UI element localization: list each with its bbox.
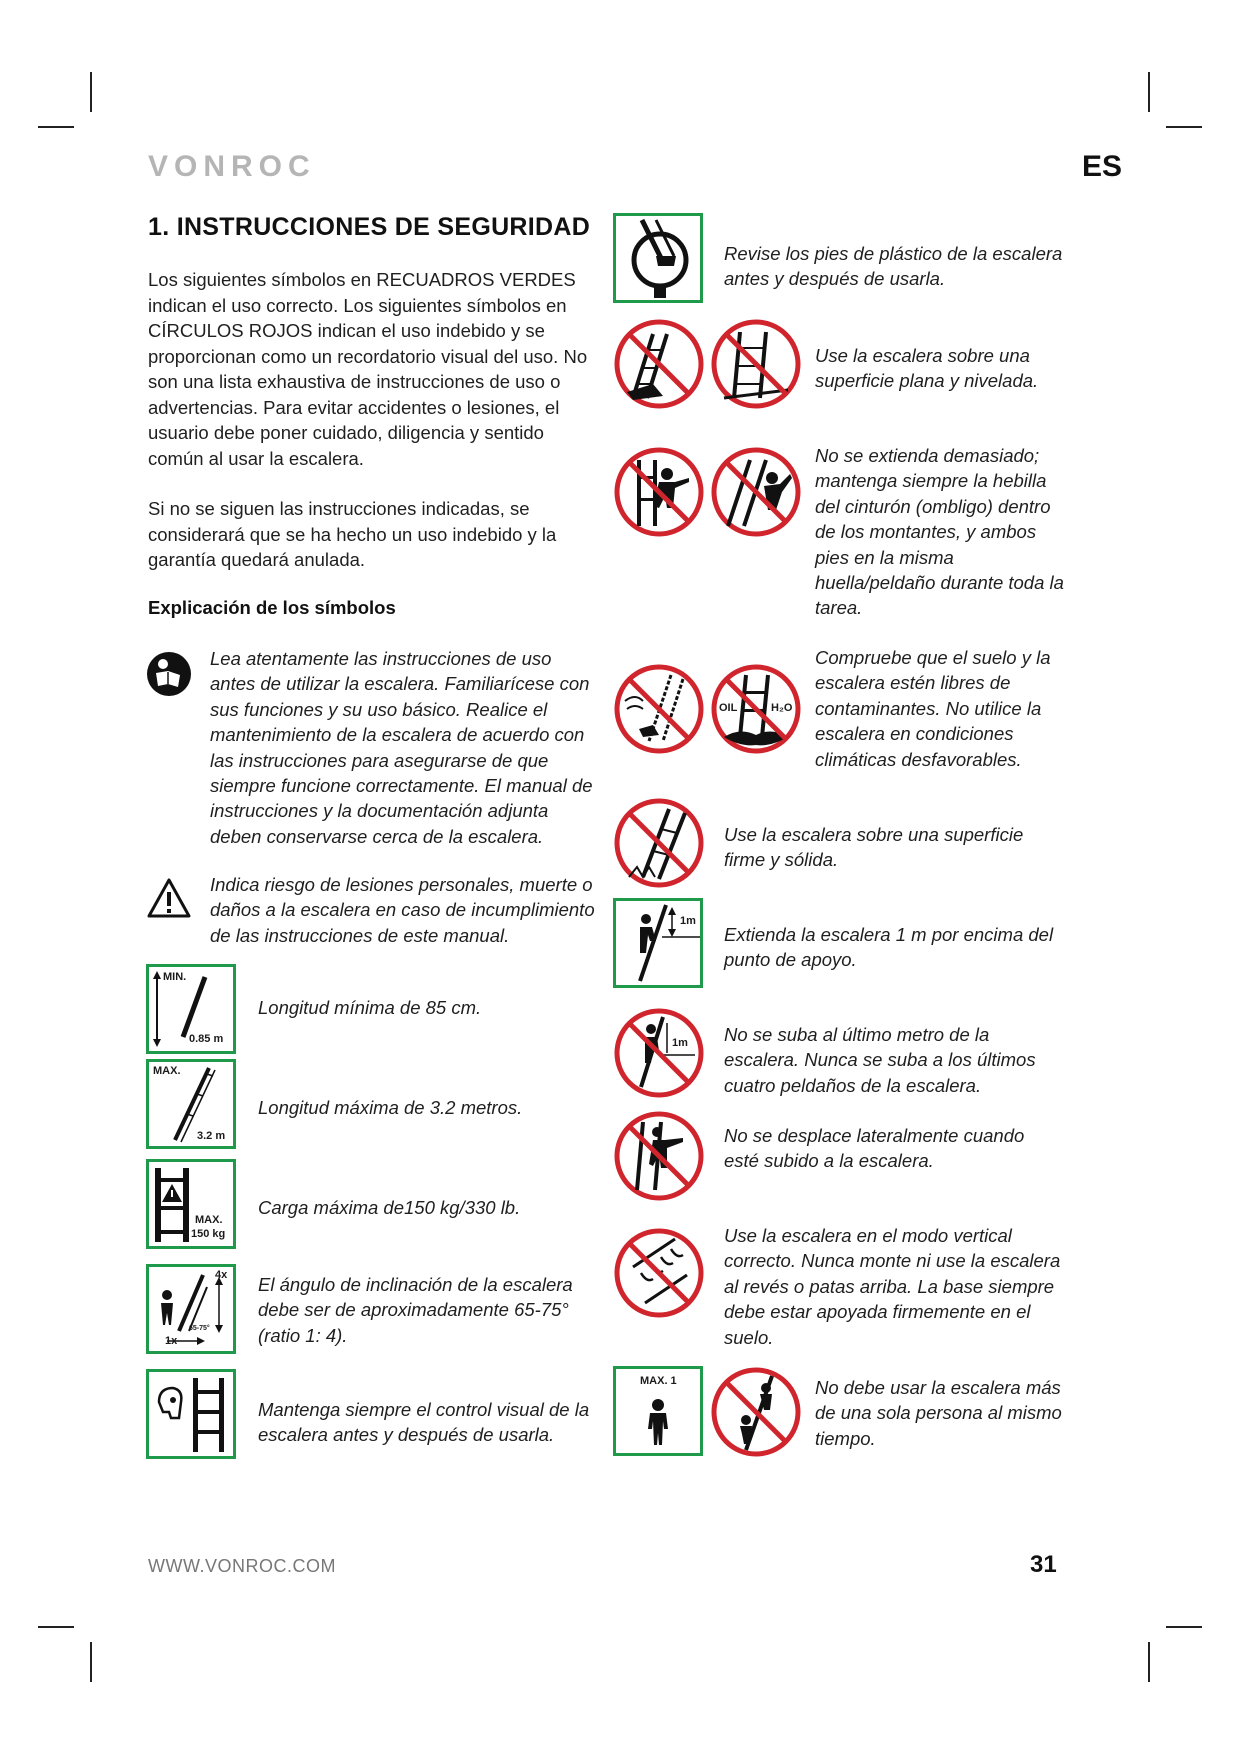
section-title: 1. INSTRUCCIONES DE SEGURIDAD xyxy=(148,213,591,241)
visual-inspection-box xyxy=(146,1369,236,1459)
warning-text: Indica riesgo de lesiones personales, muerte o daños a la escalera en caso de incumplimiento de las instrucciones de este manual. xyxy=(210,874,595,946)
check-feet-text: Revise los pies de plástico de la escalera antes y después de usarla. xyxy=(724,243,1063,290)
crop-mark xyxy=(38,126,74,128)
max-label: MAX. xyxy=(153,1065,181,1077)
load-value-label: 150 kg xyxy=(191,1228,226,1240)
overreach-left-icon xyxy=(613,446,705,538)
read-manual-icon xyxy=(146,651,192,697)
side-move-icon xyxy=(613,1110,705,1202)
load-max-label: MAX. xyxy=(195,1214,223,1226)
top-rung-text: No se suba al último metro de la escalera. Nunca se suba a los últimos cuatro peldaños de la escalera. xyxy=(724,1024,1036,1096)
oil-label: OIL xyxy=(719,702,738,714)
min-value-label: 0.85 m xyxy=(189,1033,224,1045)
crop-mark xyxy=(1166,126,1202,128)
side-move-text: No se desplace lateralmente cuando esté subido a la escalera. xyxy=(724,1125,1025,1172)
intro-text xyxy=(148,267,596,573)
min-length-text: Longitud mínima de 85 cm. xyxy=(258,997,482,1018)
max-load-box xyxy=(146,1159,236,1249)
top-rung-icon xyxy=(613,1007,705,1099)
footer-url: WWW.VONROC.COM xyxy=(148,1556,336,1576)
crop-mark xyxy=(90,72,92,112)
inclination-box xyxy=(146,1264,236,1354)
contaminants-text: Compruebe que el suelo y la escalera estén libres de contaminantes. No utilice la escalera en condiciones climáticas desfavorables. xyxy=(815,647,1051,770)
max-load-text: Carga máxima de150 kg/330 lb. xyxy=(258,1197,521,1218)
intro-paragraph-1: Los siguientes símbolos en RECUADROS VERDES indican el uso correcto. Los siguientes símbolos en CÍRCULOS ROJOS indican el uso indebido y se proporcionan como un recordatorio visual del uso. No son una lista exhaustiva de instrucciones de uso o advertencias. Para evitar accidentes o lesiones, el usuario debe poner cuidado, diligencia y sentido común al usar la escalera. xyxy=(148,269,588,469)
bad-weather-icon xyxy=(613,663,705,755)
uneven-surface-icon xyxy=(613,318,705,410)
crop-mark xyxy=(1148,72,1150,112)
two-people-icon xyxy=(710,1366,802,1458)
angle-label: 65-75° xyxy=(189,1325,210,1332)
one-person-box xyxy=(613,1366,703,1456)
check-feet-box xyxy=(613,213,703,303)
warning-triangle-icon xyxy=(146,877,192,919)
overreach-text: No se extienda demasiado; mantenga siempre la hebilla del cinturón (ombligo) dentro de los montantes, y ambos pies en la misma huella/peldaño durante toda la tarea. xyxy=(815,445,1064,619)
max-one-label: MAX. 1 xyxy=(640,1375,677,1387)
crop-mark xyxy=(38,1626,74,1628)
ratio-bottom-label: 1x xyxy=(165,1335,178,1347)
page-number: 31 xyxy=(1030,1551,1057,1578)
crop-mark xyxy=(1166,1626,1202,1628)
water-label: H₂O xyxy=(771,702,793,714)
inclination-text: El ángulo de inclinación de la escalera debe ser de aproximadamente 65-75° (ratio 1: 4). xyxy=(258,1274,573,1346)
brand-logo: VONROC xyxy=(148,150,316,183)
max-length-box xyxy=(146,1059,236,1149)
sloped-surface-icon xyxy=(710,318,802,410)
intro-paragraph-2: Si no se siguen las instrucciones indicadas, se considerará que se ha hecho un uso indebido y la garantía quedará anulada. xyxy=(148,498,557,570)
upside-down-icon xyxy=(613,1227,705,1319)
extend-1m-label: 1m xyxy=(680,915,696,927)
crop-mark xyxy=(1148,1642,1150,1682)
soft-ground-icon xyxy=(613,797,705,889)
top-rung-label: 1m xyxy=(672,1037,688,1049)
max-length-text: Longitud máxima de 3.2 metros. xyxy=(258,1097,523,1118)
read-manual-text: Lea atentamente las instrucciones de uso antes de utilizar la escalera. Familiarícese con sus funciones y su uso básico. Realice el mantenimiento de la escalera de acuerdo con las instrucciones para asegurarse de que siempre funcione correctamente. El manual de instrucciones y la documentación adjunta deben conservarse cerca de la escalera. xyxy=(210,648,593,847)
upside-down-text: Use la escalera en el modo vertical correcto. Nunca monte ni use la escalera al revés o patas arriba. La base siempre debe estar apoyada firmemente en el suelo. xyxy=(724,1225,1061,1348)
language-code: ES xyxy=(1082,150,1123,183)
level-surface-text: Use la escalera sobre una superficie plana y nivelada. xyxy=(815,345,1039,392)
visual-inspection-text: Mantenga siempre el control visual de la escalera antes y después de usarla. xyxy=(258,1399,590,1446)
max-value-label: 3.2 m xyxy=(197,1130,226,1142)
ratio-top-label: 4x xyxy=(215,1269,228,1281)
min-label: MIN. xyxy=(163,971,187,983)
soft-ground-text: Use la escalera sobre una superficie firme y sólida. xyxy=(724,824,1024,871)
overreach-right-icon xyxy=(710,446,802,538)
extend-1m-box xyxy=(613,898,703,988)
one-person-text: No debe usar la escalera más de una sola persona al mismo tiempo. xyxy=(815,1377,1062,1449)
min-length-box xyxy=(146,964,236,1054)
symbols-heading: Explicación de los símbolos xyxy=(148,597,396,618)
crop-mark xyxy=(90,1642,92,1682)
extend-1m-text: Extienda la escalera 1 m por encima del punto de apoyo. xyxy=(724,924,1054,971)
